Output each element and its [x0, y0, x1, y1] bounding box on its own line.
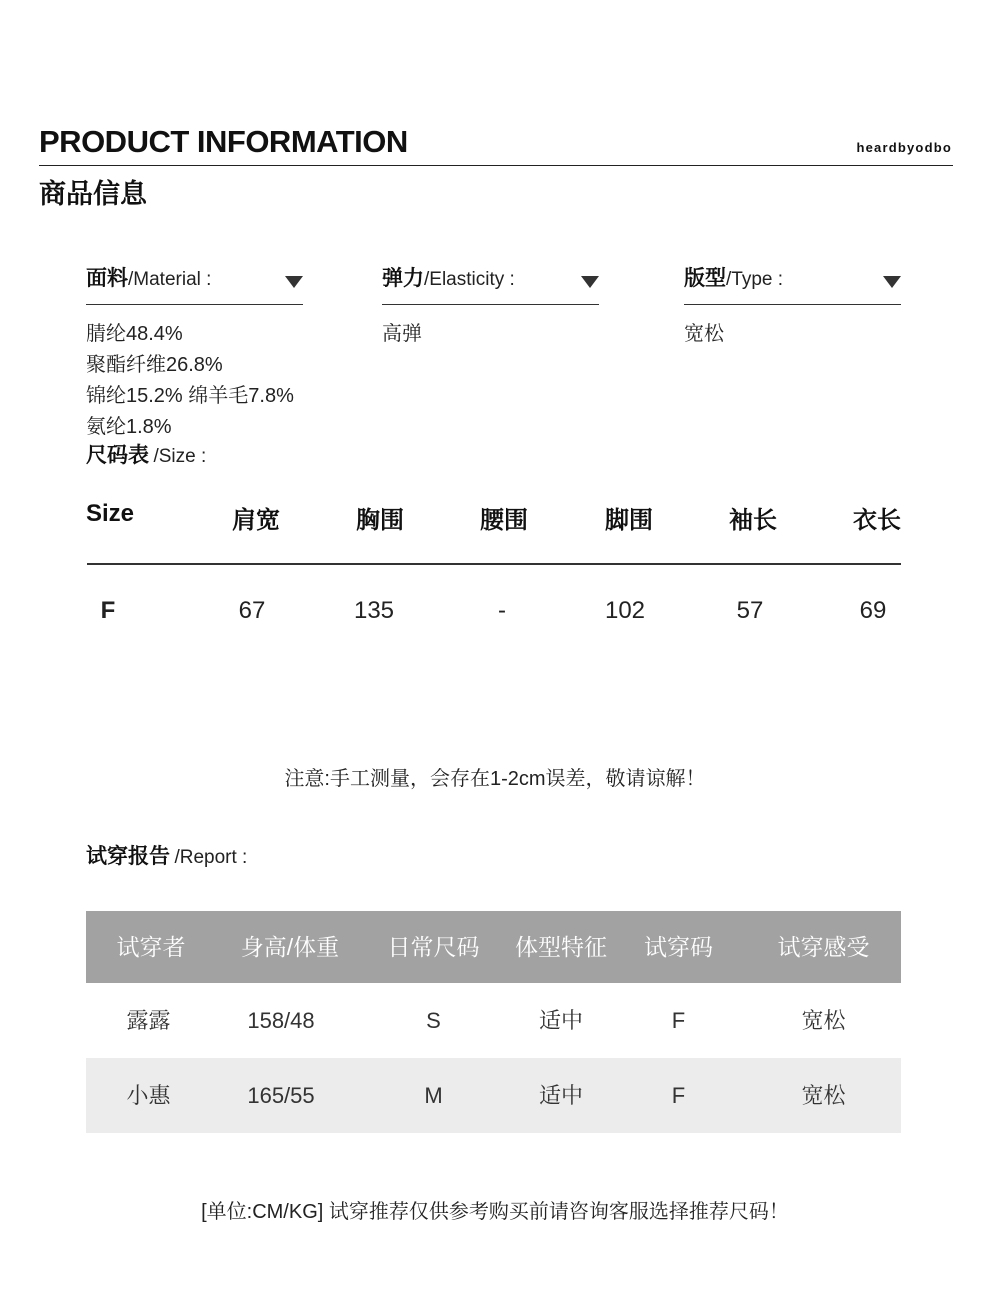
- report-header-cell: 日常尺码: [387, 934, 480, 960]
- page-title-en: PRODUCT INFORMATION: [39, 124, 408, 159]
- material-line: 氨纶1.8%: [86, 416, 172, 438]
- report-cell: 宽松: [801, 1008, 846, 1033]
- type-block: [684, 262, 901, 350]
- report-cell: F: [671, 1083, 686, 1108]
- material-line: 锦纶15.2% 绵羊毛7.8%: [86, 385, 294, 407]
- size-chart-divider: [87, 563, 901, 565]
- type-header: [684, 262, 901, 305]
- size-header-hem: 脚围: [605, 507, 653, 534]
- size-header-chest: 胸围: [356, 507, 404, 534]
- size-chart-label-cn: 尺码表: [86, 444, 149, 467]
- size-cell: 135: [353, 597, 395, 624]
- size-cell: 69: [859, 597, 887, 624]
- size-cell: 67: [238, 597, 266, 624]
- page-title-cn: 商品信息: [39, 179, 147, 209]
- report-cell: 适中: [538, 1008, 583, 1033]
- triangle-down-icon: [581, 276, 599, 288]
- type-label-cn: 版型: [684, 267, 726, 290]
- report-cell: F: [671, 1008, 686, 1033]
- report-header-cell: 试穿感受: [777, 934, 870, 960]
- report-cell: 宽松: [801, 1083, 846, 1108]
- material-block: [86, 262, 303, 443]
- size-cell: 102: [604, 597, 646, 624]
- report-cell: S: [426, 1008, 441, 1033]
- footer-disclaimer: [单位:CM/KG] 试穿推荐仅供参考购买前请咨询客服选择推荐尺码！: [201, 1201, 789, 1223]
- size-header-shoulder: 肩宽: [232, 507, 280, 534]
- report-header-cell: 试穿者: [116, 934, 186, 960]
- report-label-cn: 试穿报告: [86, 845, 170, 868]
- material-label-en: /Material :: [128, 269, 212, 290]
- material-line: 聚酯纤维26.8%: [86, 354, 223, 376]
- measurement-note: 注意:手工测量，会存在1-2cm误差，敬请谅解！: [284, 768, 706, 790]
- material-values: [86, 319, 303, 443]
- report-row: [86, 1058, 901, 1133]
- size-cell: F: [100, 597, 116, 624]
- material-label-cn: 面料: [86, 267, 128, 290]
- material-header: [86, 262, 303, 305]
- brand-name: heardbyodbo: [856, 140, 952, 155]
- type-label-en: /Type :: [726, 269, 784, 290]
- report-cell: 适中: [538, 1083, 583, 1108]
- elasticity-block: [382, 262, 599, 350]
- triangle-down-icon: [883, 276, 901, 288]
- size-header-waist: 腰围: [480, 507, 528, 534]
- report-heading: [86, 840, 247, 870]
- report-cell: M: [424, 1083, 443, 1108]
- size-header-sleeve: 袖长: [729, 507, 777, 534]
- report-row: [86, 983, 901, 1058]
- report-cell: 小惠: [126, 1083, 171, 1108]
- elasticity-label-cn: 弹力: [382, 267, 424, 290]
- header-divider: [39, 165, 953, 166]
- report-header-row: [86, 911, 901, 983]
- size-chart-label-en: /Size :: [153, 446, 207, 467]
- size-cell: -: [498, 597, 506, 624]
- material-line: 腈纶48.4%: [86, 323, 183, 345]
- size-chart-heading: [86, 439, 206, 469]
- report-table: [86, 911, 901, 1133]
- report-cell: 158/48: [247, 1008, 315, 1033]
- report-cell: 165/55: [247, 1083, 315, 1108]
- elasticity-label-en: /Elasticity :: [424, 269, 515, 290]
- size-cell: 57: [736, 597, 764, 624]
- size-header-length: 衣长: [853, 507, 901, 534]
- elasticity-value: 高弹: [382, 323, 422, 345]
- report-cell: 露露: [126, 1008, 171, 1033]
- report-header-cell: 身高/体重: [240, 934, 340, 960]
- triangle-down-icon: [285, 276, 303, 288]
- elasticity-header: [382, 262, 599, 305]
- report-header-cell: 试穿码: [644, 934, 713, 960]
- size-header-size: Size: [86, 500, 135, 527]
- report-label-en: /Report :: [174, 847, 248, 868]
- type-value: 宽松: [684, 323, 724, 345]
- report-header-cell: 体型特征: [515, 934, 607, 960]
